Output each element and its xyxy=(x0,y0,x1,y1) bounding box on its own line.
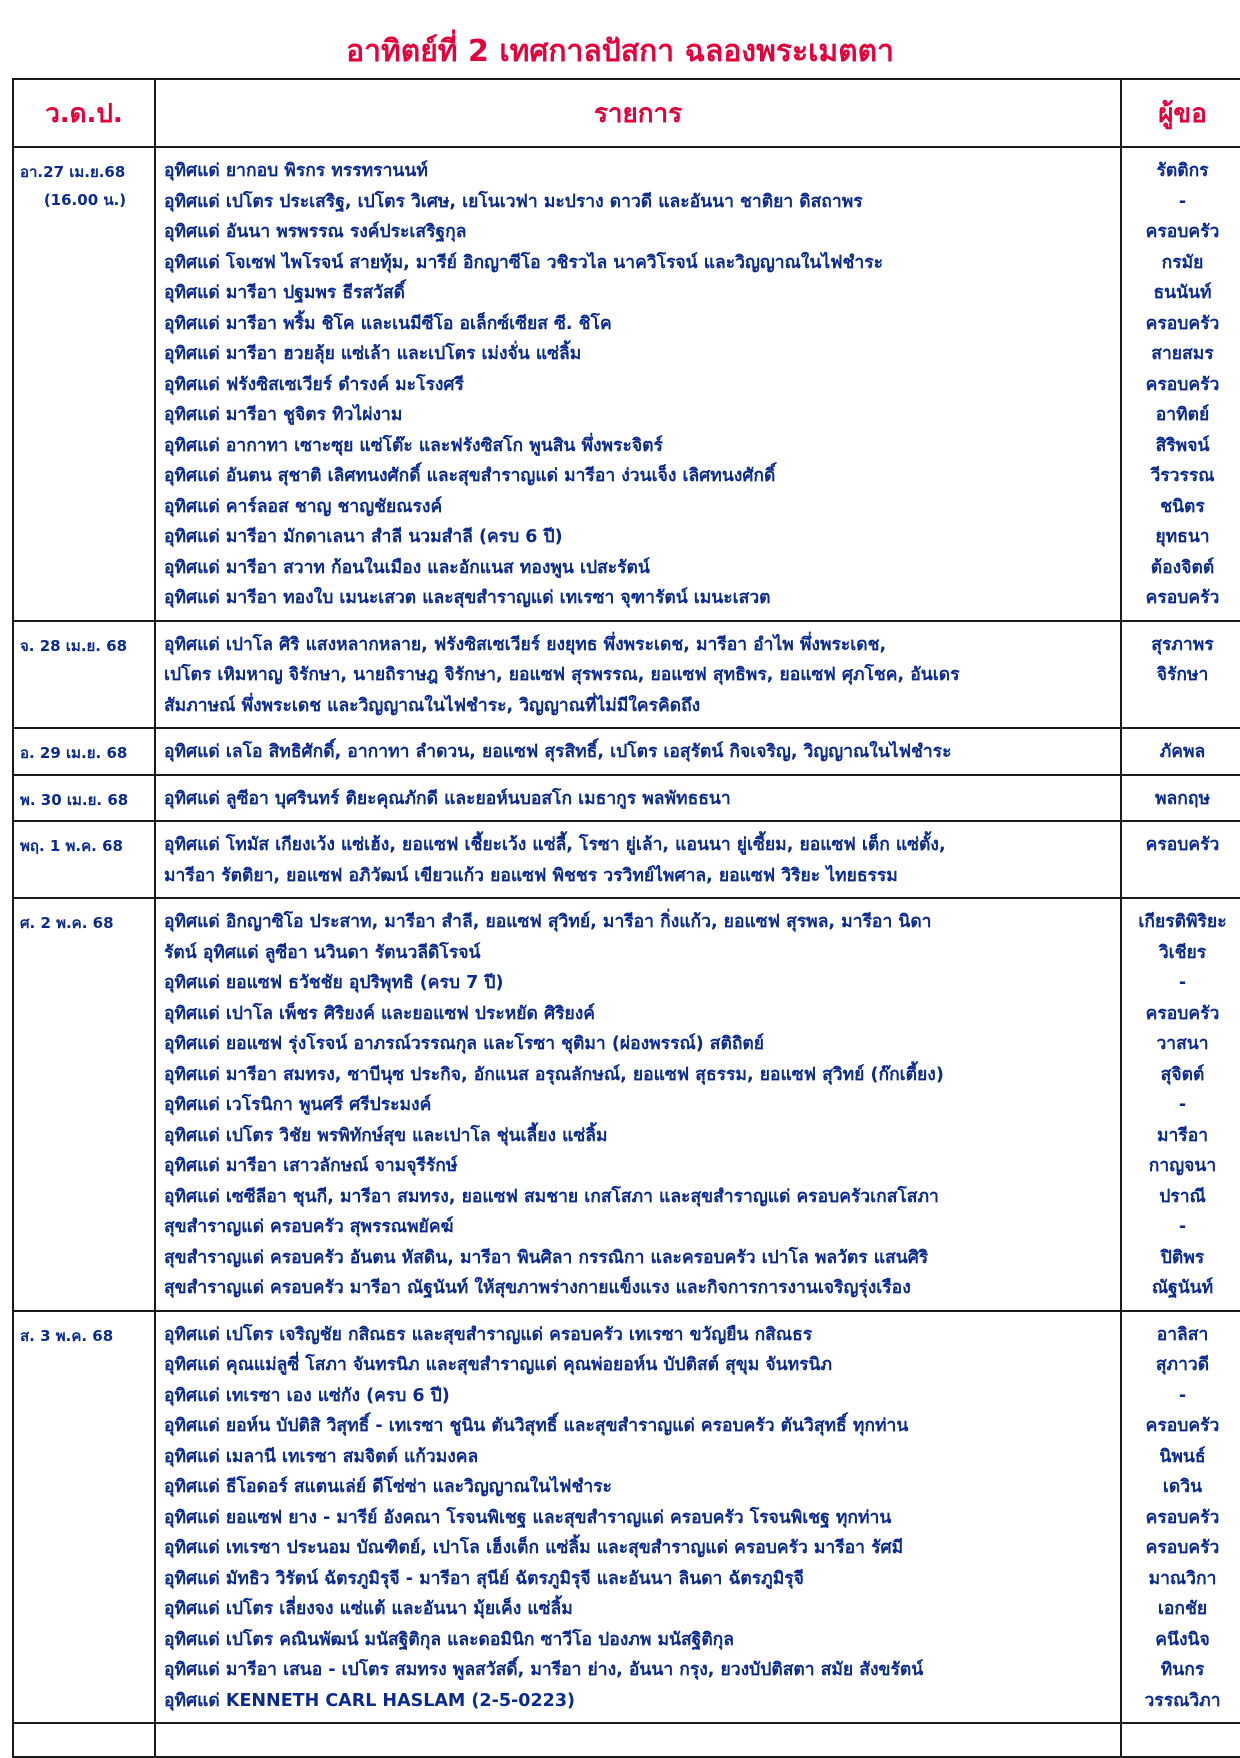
requester-name: ครอบครัว xyxy=(1145,222,1220,242)
intention-line: อุทิศแด่ เวโรนิกา พูนศรี ศรีประมงค์ xyxy=(164,1095,432,1115)
empty-cell xyxy=(1121,1723,1240,1757)
date-text: พฤ. 1 พ.ค. 68 xyxy=(20,837,123,855)
intention-line: อุทิศแด่ เปโตร คณินพัฒน์ มนัสฐิติกุล และดอมินิก ซาวีโอ ปองภพ มนัสฐิติกุล xyxy=(164,1629,734,1650)
intention-line: อุทิศแด่ เปโตร ประเสริฐ, เปโตร วิเศษ, เยโนเวฟา มะปราง ดาวดี และอันนา ชาติยา ดิสถาพร xyxy=(164,191,863,212)
intention-line: อุทิศแด่ อิกญาซิโอ ประสาท, มารีอา สำลี, ยอแซฟ สุวิทย์, มารีอา กิ่งแก้ว, ยอแซฟ สุรพล, มารีอา นิดา xyxy=(164,912,932,932)
items-cell xyxy=(155,775,1121,822)
mass-intention-table xyxy=(12,78,1240,1758)
intention-line: สุขสำราญแด่ ครอบครัว มารีอา ณัฐนันท์ ให้สุขภาพร่างกายแข็งแรง และกิจการการงานเจริญรุ่งเรือง xyxy=(164,1278,911,1298)
header-requester: ผู้ขอ xyxy=(1121,79,1240,147)
requester-name: สุรภาพร xyxy=(1151,634,1214,655)
table-header-row xyxy=(13,79,1240,147)
intention-line: อุทิศแด่ เลโอ สิทธิศักดิ์, อากาทา ลำดวน, ยอแซฟ สุรสิทธิ์, เปโตร เอสุรัตน์ กิจเจริญ, วิญญาณในไฟชำระ xyxy=(164,742,952,762)
date-text: จ. 28 เม.ย. 68 xyxy=(20,636,128,655)
intention-line: อุทิศแด่ โจเซฟ ไพโรจน์ สายทุ้ม, มารีย์ อิกญาซีโอ วชิรวไล นาควิโรจน์ และวิญญาณในไฟชำระ xyxy=(164,252,884,273)
intention-line: อุทิศแด่ ฟรังซิสเซเวียร์ ดำรงค์ มะโรงศรี xyxy=(164,374,464,395)
page-title: อาทิตย์ที่ 2 เทศกาลปัสกา ฉลองพระเมตตา xyxy=(346,34,894,69)
intention-line: อุทิศแด่ KENNETH CARL HASLAM (2-5-0223) xyxy=(164,1690,576,1711)
intention-line: อุทิศแด่ ยอแซฟ ยาง - มารีย์ อังคณา โรจนพิเชฐ และสุขสำราญแด่ ครอบครัว โรจนพิเชฐ ทุกท่าน xyxy=(164,1507,892,1528)
table-row xyxy=(13,821,1240,898)
date-cell xyxy=(13,1311,155,1724)
requester-name: ทินกร xyxy=(1160,1660,1205,1680)
intention-line: อุทิศแด่ ยอแซฟ ธวัชชัย อุปริพุทธิ (ครบ 7 ปี) xyxy=(164,973,504,993)
requester-name: สุจิตต์ xyxy=(1160,1064,1205,1085)
intention-line: อุทิศแด่ เปาโล ศิริ แสงหลากหลาย, ฟรังซิสเซเวียร์ ยงยุทธ พึ่งพระเดช, มารีอา อำไพ พึ่งพระเดช, xyxy=(164,634,887,655)
requester-name: กาญจนา xyxy=(1148,1156,1217,1176)
items-cell xyxy=(155,621,1121,729)
requester-name: สิริพจน์ xyxy=(1155,435,1210,456)
intention-line: อุทิศแด่ เปโตร เลี่ยงจง แซ่แต้ และอันนา มุ้ยเค็ง แซ่ลิ้ม xyxy=(164,1599,573,1619)
items-cell xyxy=(155,728,1121,775)
requester-name: คนึงนิจ xyxy=(1155,1629,1210,1650)
intention-line: อุทิศแด่ เซซีลีอา ชุนกี, มารีอา สมทรง, ยอแซฟ สมชาย เกสโสภา และสุขสำราญแด่ ครอบครัวเกสโสภา xyxy=(164,1186,939,1207)
requester-name: - xyxy=(1178,1385,1187,1406)
requester-name: สุภาวดี xyxy=(1155,1355,1210,1375)
requester-name: ครอบครัว xyxy=(1145,1538,1220,1558)
requester-name: - xyxy=(1178,973,1187,993)
intention-line: อุทิศแด่ มารีอา ปฐมพร ธีรสวัสดิ์ xyxy=(164,283,406,303)
requester-cell xyxy=(1121,147,1240,621)
requester-name: ครอบครัว xyxy=(1145,374,1220,395)
requester-name: วาสนา xyxy=(1156,1034,1209,1054)
requester-name: ณัฐนันท์ xyxy=(1151,1278,1214,1298)
date-cell xyxy=(13,898,155,1311)
table-body xyxy=(13,147,1240,1723)
table-row-empty xyxy=(13,1723,1240,1757)
intention-line: อุทิศแด่ อากาทา เซาะซุย แซ่โต๊ะ และฟรังซิสโก พูนสิน พึ่งพระจิตร์ xyxy=(164,435,663,456)
requester-name: ครอบครัว xyxy=(1145,1003,1220,1024)
empty-cell xyxy=(155,1723,1121,1757)
requester-name: - xyxy=(1178,1217,1187,1237)
date-text: อา.27 เม.ย.68 xyxy=(20,163,126,181)
table-row xyxy=(13,728,1240,775)
requester-cell xyxy=(1121,1311,1240,1724)
intention-line: อุทิศแด่ คาร์ลอส ชาญ ชาญชัยณรงค์ xyxy=(164,496,443,517)
intention-line: มารีอา รัตติยา, ยอแซฟ อภิวัฒน์ เขียวแก้ว ยอแซฟ พิชชร วรวิทย์ไพศาล, ยอแซฟ วิริยะ ไทยธรรม xyxy=(164,865,898,886)
intention-line: อุทิศแด่ มารีอา สมทรง, ซาบีนุซ ประกิจ, อักแนส อรุณลักษณ์, ยอแซฟ สุธรรม, ยอแซฟ สุวิทย์ (ก๊กเตี้ยง) xyxy=(164,1064,944,1085)
intention-line: อุทิศแด่ เทเรซา เอง แซ่กัง (ครบ 6 ปี) xyxy=(164,1385,450,1406)
intention-line: อุทิศแด่ มัทธิว วิรัตน์ ฉัตรภูมิรุจี - มารีอา สุนีย์ ฉัตรภูมิรุจี และอันนา ลินดา ฉัตรภูมิรุจี xyxy=(164,1568,804,1589)
date-cell xyxy=(13,821,155,898)
requester-name: กรมัย xyxy=(1161,252,1204,273)
requester-name: เกียรติพิริยะ xyxy=(1138,912,1227,932)
intention-line: สัมภาษณ์ พึ่งพระเดช และวิญญาณในไฟชำระ, วิญญาณที่ไม่มีใครคิดถึง xyxy=(164,695,701,716)
intention-line: อุทิศแด่ เปโตร วิชัย พรพิทักษ์สุข และเปาโล ชุ่นเลี้ยง แซ่ลิ้ม xyxy=(164,1125,608,1146)
requester-name: ธนนันท์ xyxy=(1153,283,1212,303)
requester-name: วิเชียร xyxy=(1158,942,1207,963)
requester-name: ครอบครัว xyxy=(1145,1416,1220,1436)
requester-cell xyxy=(1121,728,1240,775)
intention-line: อุทิศแด่ ธีโอดอร์ สแตนเล่ย์ ดีโซ่ซ่า และวิญญาณในไฟชำระ xyxy=(164,1477,612,1497)
intention-line: เปโตร เหิมหาญ จิรักษา, นายถิราษฎ จิรักษา, ยอแซฟ สุรพรรณ, ยอแซฟ สุทธิพร, ยอแซฟ ศุภโชค, อันเดร xyxy=(164,665,960,685)
requester-name: ชนิตร xyxy=(1160,496,1205,517)
intention-line: อุทิศแด่ มารีอา พริ้ม ชิโค และเนมีซีโอ อเล็กซ์เซียส ซี. ชิโค xyxy=(164,313,612,334)
date-cell xyxy=(13,728,155,775)
intention-line: อุทิศแด่ มารีอา มักดาเลนา สำลี นวมสำลี (ครบ 6 ปี) xyxy=(164,527,563,547)
date-cell xyxy=(13,775,155,822)
intention-line: อุทิศแด่ มารีอา ฮวยลุ้ย แซ่เล้า และเปโตร เม่งจั่น แซ่ลิ้ม xyxy=(164,344,582,364)
table-row xyxy=(13,898,1240,1311)
intention-line: อุทิศแด่ เทเรซา ประนอม บัณฑิตย์, เปาโล เฮ็งเต็ก แซ่ลิ้ม และสุขสำราญแด่ ครอบครัว มารีอา รัศมี xyxy=(164,1538,904,1558)
intention-line: อุทิศแด่ ยากอบ พิรกร ทรรทรานนท์ xyxy=(164,161,428,181)
requester-name: ครอบครัว xyxy=(1145,588,1220,608)
requester-name: วีรวรรณ xyxy=(1150,466,1215,486)
requester-name: ต้องจิตต์ xyxy=(1150,557,1215,578)
intention-line: อุทิศแด่ มารีอา ทองใบ เมนะเสวต และสุขสำราญแด่ เทเรซา จุฑารัตน์ เมนะเสวต xyxy=(164,588,771,608)
requester-name: ครอบครัว xyxy=(1145,835,1220,855)
table-row xyxy=(13,147,1240,621)
table-row xyxy=(13,621,1240,729)
intention-line: อุทิศแด่ โทมัส เกียงเว้ง แซ่เฮ้ง, ยอแซฟ เชี้ยะเว้ง แซ่ลี้, โรซา ยู่เล้า, แอนนา ยู่เซี้ยม, ยอแซฟ เต็ก แซ่ตั้ง, xyxy=(164,835,946,855)
requester-name: ครอบครัว xyxy=(1145,1507,1220,1528)
items-cell xyxy=(155,147,1121,621)
intention-line: อุทิศแด่ มารีอา สวาท ก้อนในเมือง และอักแนส ทองพูน เปสะรัตน์ xyxy=(164,557,650,578)
table-row xyxy=(13,775,1240,822)
requester-name: พลกฤษ xyxy=(1155,788,1210,809)
requester-name: อาลิสา xyxy=(1156,1324,1209,1345)
requester-name: มารีอา xyxy=(1156,1125,1209,1146)
intention-line: อุทิศแด่ อันตน สุชาติ เลิศทนงศักดิ์ และสุขสำราญแด่ มารีอา ง่วนเจ็ง เลิศทนงศักดิ์ xyxy=(164,466,776,486)
requester-name: นิพนธ์ xyxy=(1159,1446,1206,1467)
intention-line: อุทิศแด่ มารีอา ชูจิตร ทิวไผ่งาม xyxy=(164,405,403,425)
requester-name: จิรักษา xyxy=(1156,665,1209,685)
header-date: ว.ด.ป. xyxy=(13,79,155,147)
requester-name: มาณวิกา xyxy=(1148,1568,1217,1589)
requester-cell xyxy=(1121,775,1240,822)
requester-cell xyxy=(1121,821,1240,898)
date-cell xyxy=(13,147,155,621)
requester-name: ปิติพร xyxy=(1160,1247,1205,1268)
intention-line: อุทิศแด่ มารีอา เสนอ - เปโตร สมทรง พูลสวัสดิ์, มารีอา ย่าง, อันนา กรุง, ยวงบัปติสตา สมัย สังขรัตน์ xyxy=(164,1660,924,1680)
requester-name: ยุทธนา xyxy=(1155,527,1210,547)
intention-line: สุขสำราญแด่ ครอบครัว อันตน หัสดิน, มารีอา พินศิลา กรรณิกา และครอบครัว เปาโล พลวัตร แสนศิริ xyxy=(164,1247,929,1268)
date-text: พ. 30 เม.ย. 68 xyxy=(20,790,129,809)
intention-line: อุทิศแด่ เมลานี เทเรซา สมจิตต์ แก้วมงคล xyxy=(164,1446,479,1467)
date-text: ส. 3 พ.ค. 68 xyxy=(20,1326,114,1345)
header-items: รายการ xyxy=(155,79,1121,147)
intention-line: อุทิศแด่ ลูซีอา บุศรินทร์ ติยะคุณภักดี และยอห์นบอสโก เมธากูร พลพัทธธนา xyxy=(164,788,731,809)
requester-name: วรรณวิภา xyxy=(1144,1690,1221,1711)
intention-line: รัตน์ อุทิศแด่ ลูซีอา นวินดา รัตนวลีดิโรจน์ xyxy=(164,942,481,963)
intention-line: อุทิศแด่ อันนา พรพรรณ รงค์ประเสริฐกุล xyxy=(164,222,467,242)
requester-name: - xyxy=(1178,1095,1187,1115)
intention-line: สุขสำราญแด่ ครอบครัว สุพรรณพยัคฆ์ xyxy=(164,1217,454,1237)
requester-name: รัตติกร xyxy=(1156,161,1209,181)
intention-line: อุทิศแด่ เปาโล เพ็ชร ศิริยงค์ และยอแซฟ ประหยัด ศิริยงค์ xyxy=(164,1003,595,1024)
items-cell xyxy=(155,821,1121,898)
date-cell xyxy=(13,621,155,729)
intention-line: อุทิศแด่ ยอห์น บัปติสิ วิสุทธิ์ - เทเรซา ชูนิน ตันวิสุทธิ์ และสุขสำราญแด่ ครอบครัว ตันวิสุทธิ์ ทุกท่าน xyxy=(164,1416,909,1436)
requester-name: - xyxy=(1178,191,1187,212)
empty-cell xyxy=(13,1723,155,1757)
requester-name: ปราณี xyxy=(1159,1186,1206,1207)
date-text: อ. 29 เม.ย. 68 xyxy=(20,744,128,762)
date-text: ศ. 2 พ.ค. 68 xyxy=(20,914,114,932)
intention-line: อุทิศแด่ มารีอา เสาวลักษณ์ จามจุรีรักษ์ xyxy=(164,1156,458,1176)
items-cell xyxy=(155,898,1121,1311)
requester-name: สายสมร xyxy=(1151,344,1214,364)
requester-name: ครอบครัว xyxy=(1145,313,1220,334)
items-cell xyxy=(155,1311,1121,1724)
intention-line: อุทิศแด่ เปโตร เจริญชัย กสิณธร และสุขสำราญแด่ ครอบครัว เทเรซา ขวัญยืน กสิณธร xyxy=(164,1324,813,1345)
requester-name: เดวิน xyxy=(1162,1477,1203,1497)
time-text: (16.00 น.) xyxy=(43,191,127,209)
intention-line: อุทิศแด่ ยอแซฟ รุ่งโรจน์ อาภรณ์วรรณกุล และโรซา ชุติมา (ผ่องพรรณ์) สติถิตย์ xyxy=(164,1034,765,1054)
table-row xyxy=(13,1311,1240,1724)
intention-line: อุทิศแด่ คุณแม่ลูซี่ โสภา จันทรนิภ และสุขสำราญแด่ คุณพ่อยอห์น บัปติสต์ สุขุม จันทรนิภ xyxy=(164,1355,833,1375)
requester-name: อาทิตย์ xyxy=(1155,405,1210,425)
requester-name: ภัคพล xyxy=(1159,742,1206,762)
requester-cell xyxy=(1121,621,1240,729)
requester-cell xyxy=(1121,898,1240,1311)
requester-name: เอกชัย xyxy=(1157,1599,1208,1619)
